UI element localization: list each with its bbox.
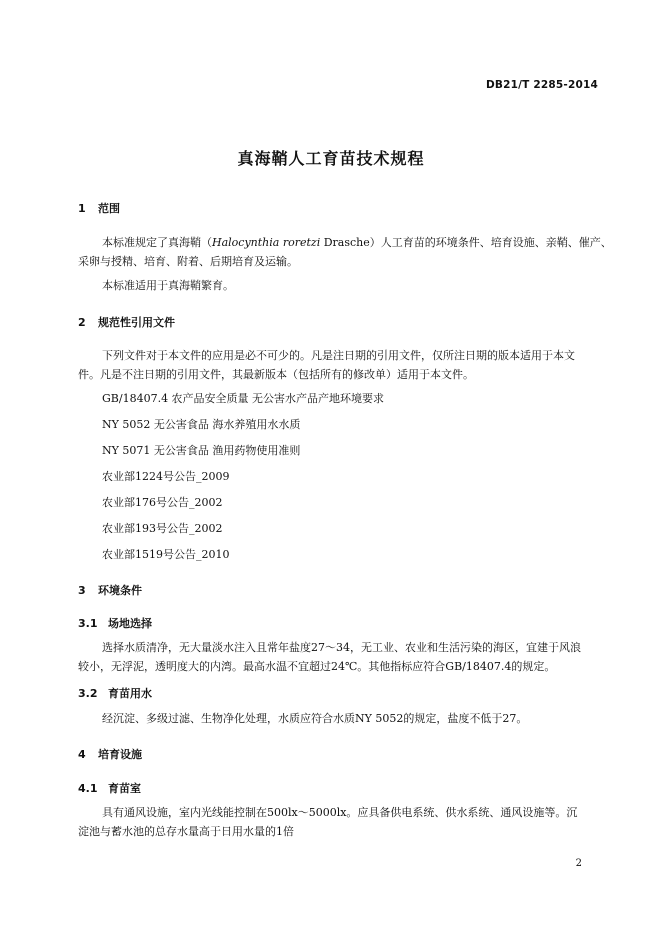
subsection-title: 场地选择 bbox=[108, 617, 152, 630]
reference-item: 农业部1224号公告_2009 bbox=[102, 470, 230, 483]
subsection-number: 3.2 bbox=[78, 687, 98, 700]
section-1-paragraph-1 bbox=[78, 233, 612, 271]
text-line: 选择水质清净，无大量淡水注入且常年盐度27～34，无工业、农业和生活污染的海区，宜建于风浪 bbox=[102, 641, 581, 654]
subsection-3-1-heading bbox=[78, 615, 152, 631]
section-number: 1 bbox=[78, 202, 86, 215]
section-number: 4 bbox=[78, 748, 86, 761]
section-1-heading bbox=[78, 200, 120, 216]
reference-item: NY 5052 无公害食品 海水养殖用水水质 bbox=[102, 418, 301, 431]
document-title: 真海鞘人工育苗技术规程 bbox=[237, 149, 425, 168]
section-1-paragraph-2: 本标准适用于真海鞘繁育。 bbox=[102, 279, 234, 292]
subsection-3-2-heading bbox=[78, 685, 152, 701]
page-number: 2 bbox=[575, 858, 582, 869]
subsection-number: 3.1 bbox=[78, 617, 98, 630]
text-line: 下列文件对于本文件的应用是必不可少的。凡是注日期的引用文件，仅所注日期的版本适用于本文 bbox=[102, 349, 575, 362]
section-title: 范围 bbox=[98, 202, 120, 215]
reference-item: NY 5071 无公害食品 渔用药物使用准则 bbox=[102, 444, 301, 457]
section-2-paragraph-1 bbox=[78, 346, 598, 384]
subsection-4-1-heading bbox=[78, 780, 141, 796]
text-run: Drasche）人工育苗的环境条件、培育设施、亲鞘、催产、 bbox=[320, 236, 612, 249]
document-code: DB21/T 2285-2014 bbox=[486, 79, 598, 91]
section-title: 培育设施 bbox=[98, 748, 142, 761]
reference-item: GB/18407.4 农产品安全质量 无公害水产品产地环境要求 bbox=[102, 392, 385, 405]
subsection-3-2-paragraph: 经沉淀、多级过滤、生物净化处理，水质应符合水质NY 5052的规定，盐度不低于27。 bbox=[102, 712, 528, 725]
subsection-number: 4.1 bbox=[78, 782, 98, 795]
reference-item: 农业部193号公告_2002 bbox=[102, 522, 223, 535]
reference-item: 农业部1519号公告_2010 bbox=[102, 548, 230, 561]
section-number: 3 bbox=[78, 584, 86, 597]
section-2-heading bbox=[78, 314, 175, 330]
subsection-4-1-paragraph bbox=[78, 803, 598, 841]
section-3-heading bbox=[78, 582, 142, 598]
section-title: 环境条件 bbox=[98, 584, 142, 597]
reference-item: 农业部176号公告_2002 bbox=[102, 496, 223, 509]
subsection-title: 育苗室 bbox=[108, 782, 141, 795]
text-line: 具有通风设施，室内光线能控制在500lx～5000lx。应具备供电系统、供水系统、通风设施等。沉 bbox=[102, 806, 578, 819]
latin-name: Halocynthia roretzi bbox=[212, 236, 321, 249]
text-run: 本标准规定了真海鞘（ bbox=[102, 236, 212, 249]
section-4-heading bbox=[78, 746, 142, 762]
text-line: 较小，无浮泥，透明度大的内湾。最高水温不宜超过24℃。其他指标应符合GB/18407.4的规定。 bbox=[78, 660, 556, 673]
section-number: 2 bbox=[78, 316, 86, 329]
subsection-3-1-paragraph bbox=[78, 638, 598, 676]
text-line: 采卵与授精、培育、附着、后期培育及运输。 bbox=[78, 255, 298, 268]
section-title: 规范性引用文件 bbox=[98, 316, 175, 329]
subsection-title: 育苗用水 bbox=[108, 687, 152, 700]
text-line: 件。凡是不注日期的引用文件，其最新版本（包括所有的修改单）适用于本文件。 bbox=[78, 368, 474, 381]
text-line: 淀池与蓄水池的总存水量高于日用水量的1倍 bbox=[78, 825, 294, 838]
